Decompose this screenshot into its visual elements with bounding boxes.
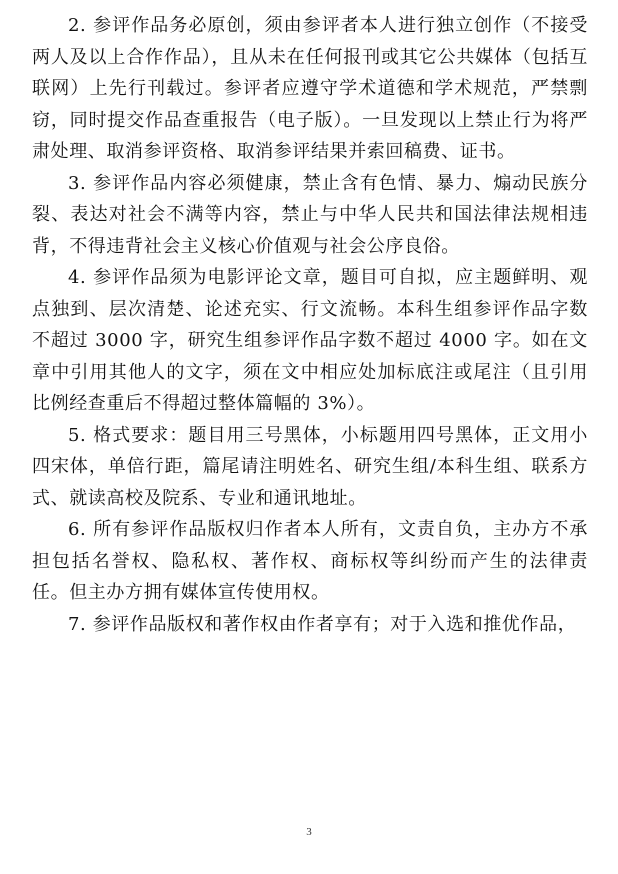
paragraph-rule-6: 6. 所有参评作品版权归作者本人所有，文责自负，主办方不承担包括名誉权、隐私权、著作权、商标权等纠纷而产生的法律责任。但主办方拥有媒体宣传使用权。 [32,519,588,603]
paragraph-rule-5: 5. 格式要求：题目用三号黑体，小标题用四号黑体，正文用小四宋体，单倍行距，篇尾请注明姓名、研究生组/本科生组、联系方式、就读高校及院系、专业和通讯地址。 [32,424,588,509]
document-body [32,10,588,640]
paragraph-rule-7: 7. 参评作品版权和著作权由作者享有；对于入选和推优作品， [68,613,577,635]
paragraph-rule-4: 4. 参评作品须为电影评论文章，题目可自拟，应主题鲜明、观点独到、层次清楚、论述充实、行文流畅。本科生组参评作品字数不超过 3000 字，研究生组参评作品字数不超过 4000 字。如在文章中引用其他人的文字，须在文中相应处加标底注或尾注（且引用比例经查重后不得超过整体篇幅的 3%）。 [32,267,588,414]
page-number: 3 [306,826,312,838]
paragraph-rule-3: 3. 参评作品内容必须健康，禁止含有色情、暴力、煽动民族分裂、表达对社会不满等内容，禁止与中华人民共和国法律法规相违背，不得违背社会主义核心价值观与社会公序良俗。 [32,172,588,257]
paragraph-rule-2: 2. 参评作品务必原创，须由参评者本人进行独立创作（不接受两人及以上合作作品），且从未在任何报刊或其它公共媒体（包括互联网）上先行刊载过。参评者应遵守学术道德和学术规范，严禁剽窃，同时提交作品查重报告（电子版）。一旦发现以上禁止行为将严肃处理、取消参评资格、取消参评结果并索回稿费、证书。 [32,15,588,162]
